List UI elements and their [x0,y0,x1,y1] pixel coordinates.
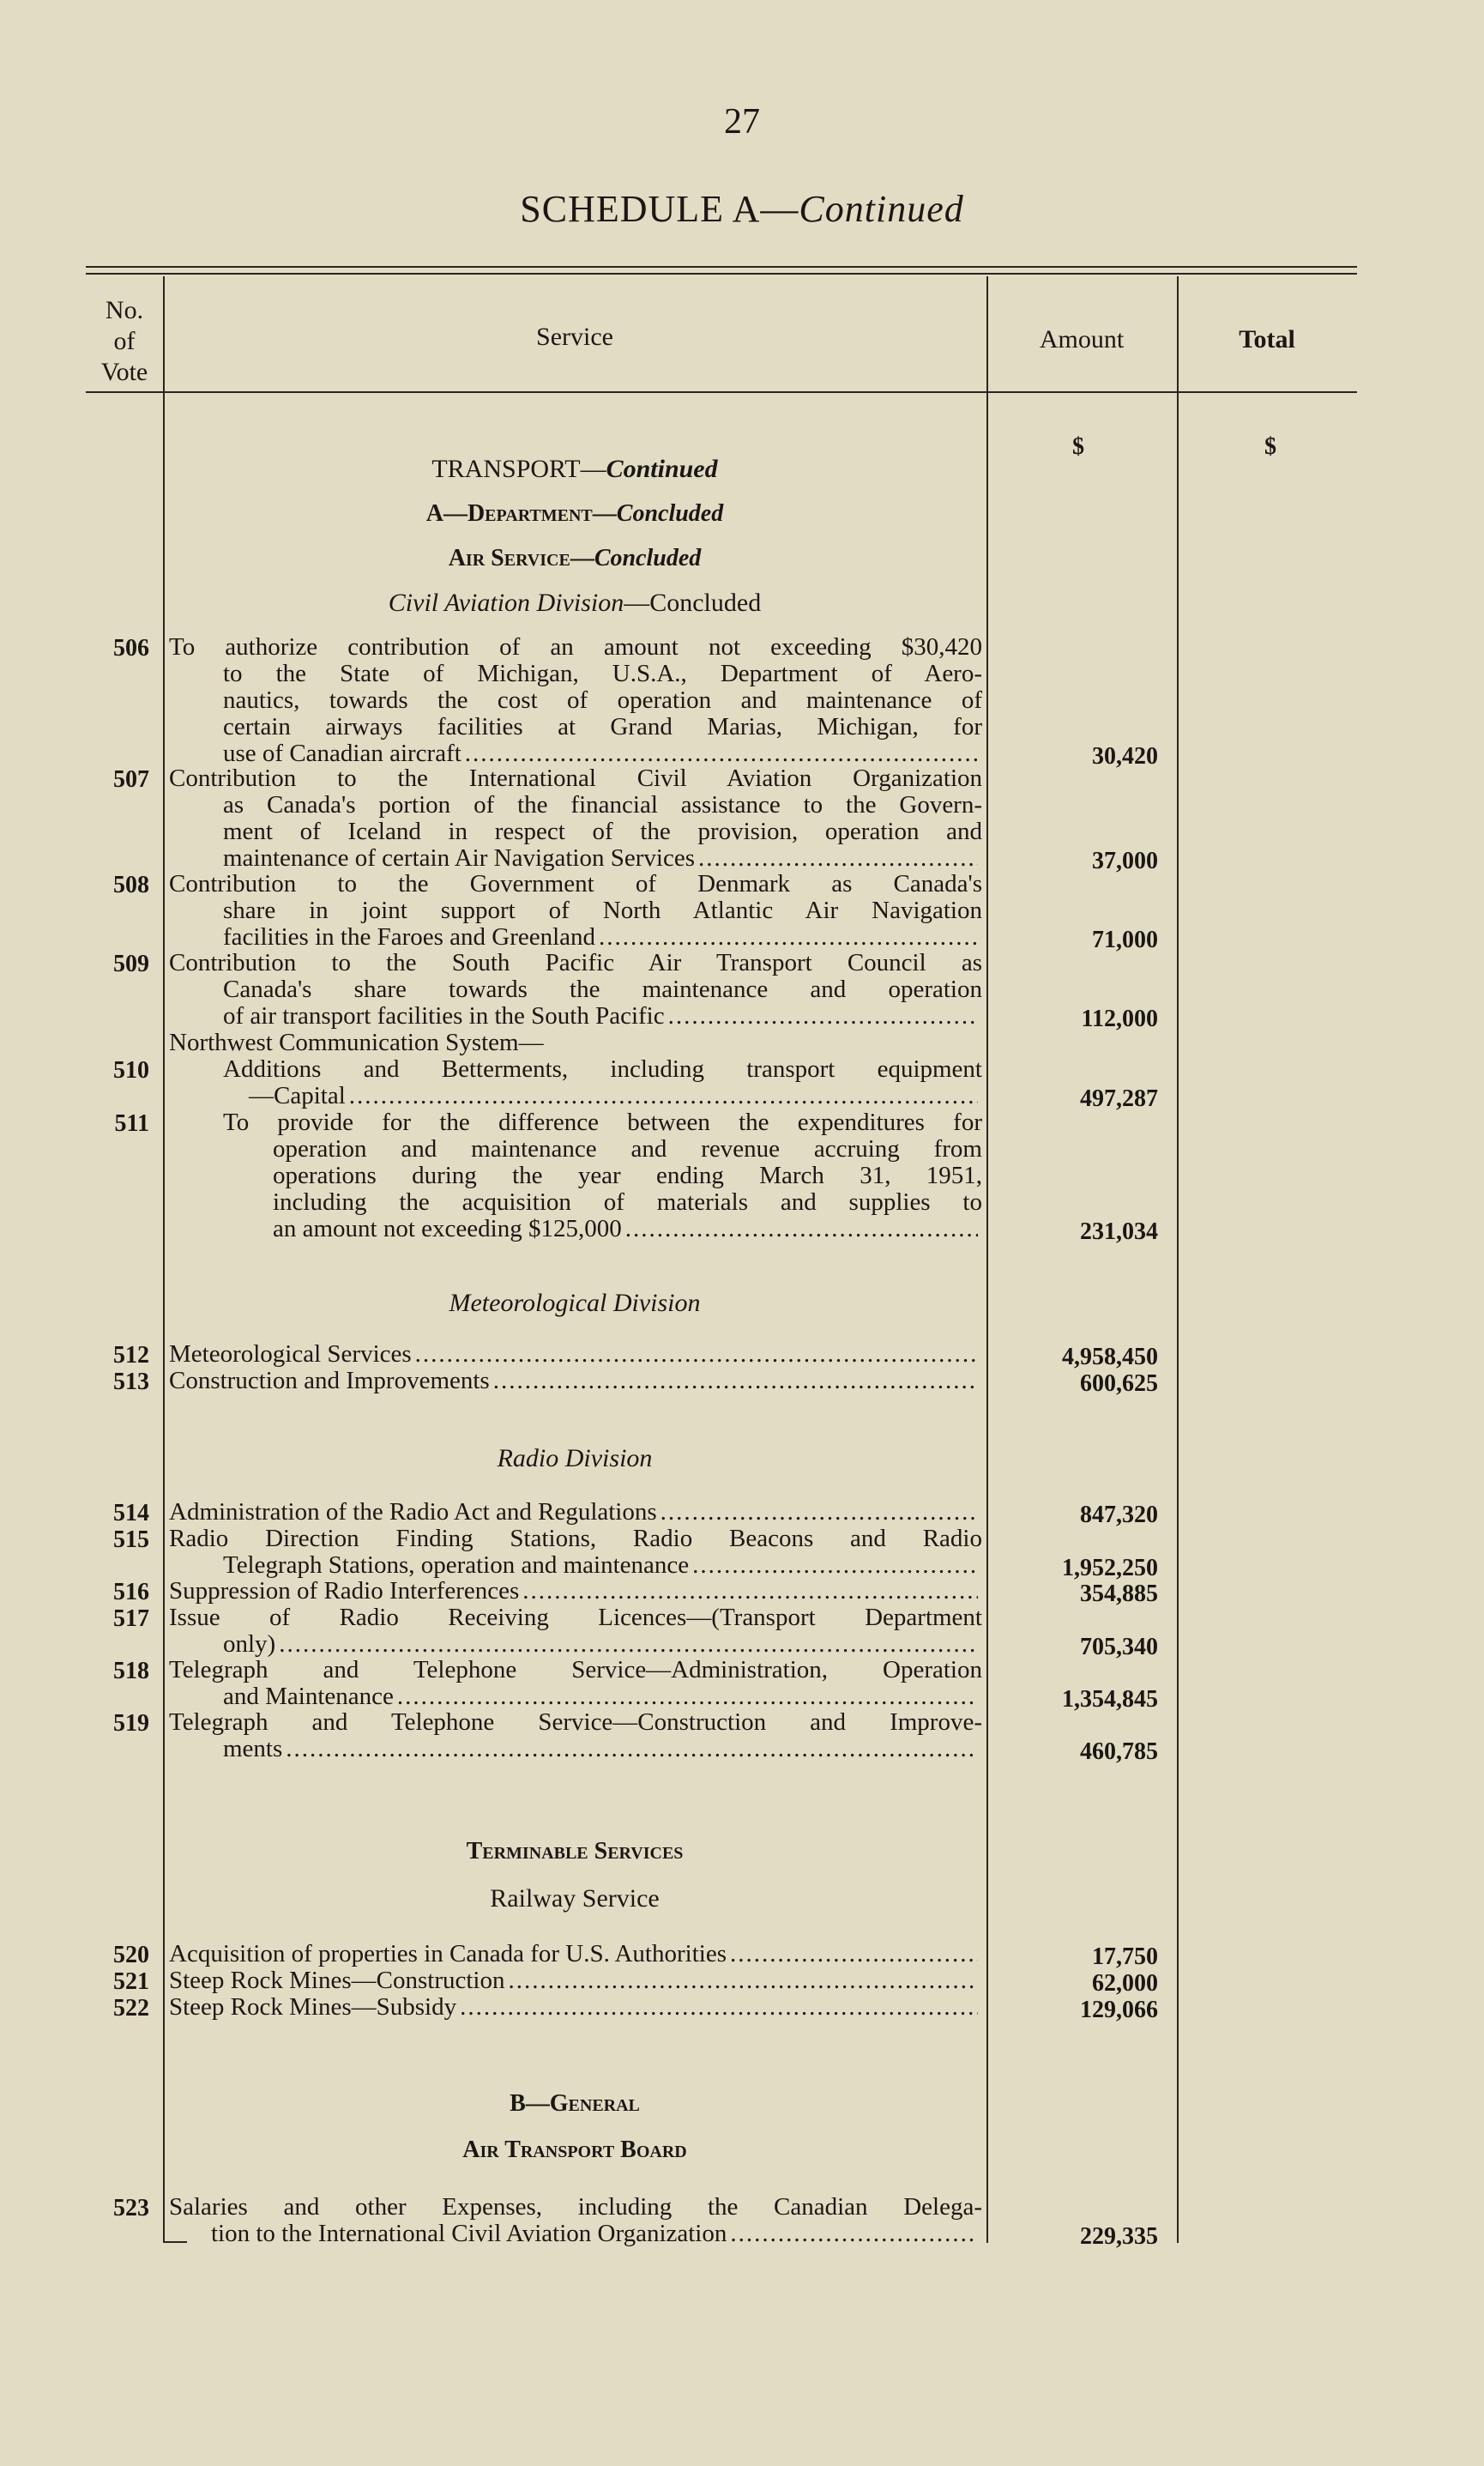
item-text: Canada's share towards the maintenance and operation [223,976,982,1003]
vote-number: 516 [113,1579,149,1605]
amount-value: 112,000 [1081,1006,1158,1032]
item-text: an amount not exceeding $125,000 ..... [273,1216,978,1242]
amount-value: 229,335 [1080,2223,1158,2250]
header-service: Service [536,323,613,351]
amount-value: 1,354,845 [1062,1686,1158,1713]
heading-transport: TRANSPORT—Continued [431,455,718,483]
amount-value: 1,952,250 [1062,1555,1158,1581]
item-text: Administration of the Radio Act and Regulations ..... [169,1499,978,1526]
page-number: 27 [724,102,760,142]
item-text: Radio Direction Finding Stations, Radio Beacons and Radio [169,1525,982,1552]
item-text: as Canada's portion of the financial assistance to the Govern- [223,791,982,819]
item-text: maintenance of certain Air Navigation Services ..... [223,845,978,872]
vote-number: 513 [113,1369,149,1395]
amount-value: 30,420 [1092,743,1158,770]
item-text: including the acquisition of materials and supplies to [273,1188,982,1216]
amount-value: 231,034 [1080,1218,1158,1245]
amount-value: 460,785 [1080,1738,1158,1765]
item-text: Salaries and other Expenses, including the Canadian Delega- [169,2193,982,2221]
vote-number: 522 [113,1995,149,2022]
vote-number: 506 [113,635,149,662]
item-text: Telegraph and Telephone Service—Administration, Operation [169,1656,982,1683]
heading-railway-service: Railway Service [490,1884,660,1913]
table-top-rule [86,266,1357,268]
vote-number: 519 [113,1710,149,1737]
item-text: and Maintenance ..... [223,1683,978,1710]
amount-value: 71,000 [1092,927,1158,953]
heading-general: B—General [510,2090,640,2117]
heading-meteorological: Meteorological Division [449,1289,701,1317]
item-text: facilities in the Faroes and Greenland ..... [223,924,978,951]
item-text: ments ..... [223,1736,978,1762]
vote-number: 509 [113,951,149,977]
vote-number: 523 [113,2195,149,2221]
item-text: Additions and Betterments, including transport equipment [223,1055,982,1083]
item-text: Steep Rock Mines—Subsidy ..... [169,1994,978,2021]
item-text: to the State of Michigan, U.S.A., Department of Aero- [223,660,982,687]
vote-number: 517 [113,1605,149,1632]
vote-number: 510 [113,1057,149,1084]
item-text: of air transport facilities in the South Pacific ..... [223,1003,978,1030]
amount-column-divider [986,276,988,2243]
vote-number: 514 [113,1500,149,1526]
heading-radio: Radio Division [497,1444,653,1472]
schedule-title: SCHEDULE A—Continued [520,188,964,230]
amount-value: 847,320 [1080,1502,1158,1528]
item-text: Meteorological Services ..... [169,1341,978,1368]
amount-value: 62,000 [1092,1970,1158,1997]
item-text: Construction and Improvements ..... [169,1368,978,1394]
item-text: ment of Iceland in respect of the provision, operation and [223,818,982,845]
amount-value: 600,625 [1080,1370,1158,1397]
heading-terminable-services: Terminable Services [466,1838,684,1865]
amount-currency-symbol: $ [1072,433,1084,460]
item-text: Steep Rock Mines—Construction ..... [169,1967,978,1994]
item-text: share in joint support of North Atlantic Air Navigation [223,897,982,924]
amount-value: 354,885 [1080,1581,1158,1607]
item-text: Issue of Radio Receiving Licences—(Transport Department [169,1604,982,1631]
table-end-tick [163,2241,187,2243]
item-text: certain airways facilities at Grand Marias, Michigan, for [223,713,982,740]
item-text: nautics, towards the cost of operation and maintenance of [223,686,982,714]
item-text: operations during the year ending March 31, 1951, [273,1162,982,1189]
item-text: tion to the International Civil Aviation Organization ..... [211,2221,978,2247]
heading-civil-aviation: Civil Aviation Division—Concluded [388,589,762,617]
vote-number: 507 [113,766,149,793]
header-vote: No. of Vote [100,296,148,386]
heading-department: A—Department—Concluded [425,500,724,527]
item-text: only) ..... [223,1631,978,1658]
item-text: Contribution to the South Pacific Air Transport Council as [169,949,982,976]
amount-value: 37,000 [1092,848,1158,874]
amount-value: 129,066 [1080,1997,1158,2023]
heading-air-transport-board: Air Transport Board [462,2137,687,2163]
vote-number: 518 [113,1658,149,1684]
vote-number: 520 [113,1942,149,1968]
subheading-northwest: Northwest Communication System— [169,1029,544,1056]
vote-number: 515 [113,1526,149,1553]
item-text: —Capital ..... [249,1083,978,1109]
amount-value: 705,340 [1080,1634,1158,1660]
amount-value: 497,287 [1080,1085,1158,1112]
item-text: Contribution to the International Civil Aviation Organization [169,765,982,792]
vote-number: 521 [113,1968,149,1995]
vote-number: 512 [113,1342,149,1369]
item-text: Telegraph Stations, operation and maintenance ..... [223,1552,978,1579]
table-top-rule-inner [86,273,1357,275]
total-column-divider [1177,276,1179,2243]
item-text: operation and maintenance and revenue accruing from [273,1135,982,1163]
heading-air-service: Air Service—Concluded [448,545,702,571]
item-text: Suppression of Radio Interferences ..... [169,1578,978,1605]
header-bottom-rule [86,391,1357,393]
item-text: Acquisition of properties in Canada for U.S. Authorities ..... [169,1941,978,1967]
item-text: Telegraph and Telephone Service—Construction and Improve- [169,1708,982,1736]
amount-value: 17,750 [1092,1943,1158,1970]
header-amount: Amount [1039,325,1125,354]
item-text: To authorize contribution of an amount not exceeding $30,420 [169,633,982,661]
amount-value: 4,958,450 [1062,1344,1158,1370]
item-text: To provide for the difference between the expenditures for [223,1109,982,1136]
header-total: Total [1239,325,1295,354]
vote-number: 511 [114,1110,149,1137]
total-currency-symbol: $ [1264,433,1276,460]
item-text: use of Canadian aircraft ..... [223,740,978,767]
item-text: Contribution to the Government of Denmark as Canada's [169,870,982,898]
vote-number: 508 [113,872,149,898]
vote-column-divider [163,276,165,2243]
